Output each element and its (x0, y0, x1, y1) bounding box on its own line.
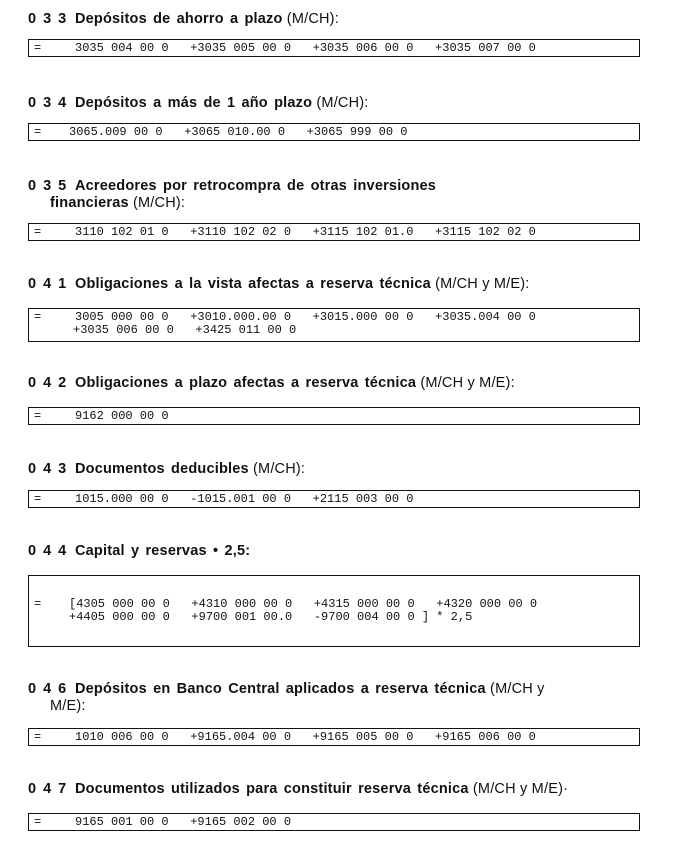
section-044-heading (28, 543, 250, 560)
section-043-formula-box (28, 490, 640, 508)
section-033-heading (28, 11, 339, 28)
section-suffix: (M/CH): (282, 11, 339, 27)
section-suffix: (M/CH): (312, 95, 369, 111)
section-code: 0 3 5 (28, 178, 68, 194)
section-suffix: (M/CH): (248, 461, 306, 477)
section-047-heading (28, 781, 568, 798)
equals-sign: = (34, 492, 42, 506)
section-042-formula-box (28, 407, 640, 425)
section-code: 0 4 2 (28, 375, 68, 391)
section-code: 0 4 6 (28, 681, 68, 697)
equals-sign: = (34, 597, 42, 611)
formula-line-1: [4305 000 00 0 +4310 000 00 0 +4315 000 00 0 +4320 000 00 0 (69, 597, 538, 611)
section-suffix: (M/CH y M/E): (416, 375, 515, 391)
section-suffix: (M/CH y M/E): (430, 276, 530, 292)
equals-sign: = (34, 815, 42, 829)
equals-sign: = (34, 41, 42, 55)
section-title: Capital y reservas • 2,5: (74, 543, 251, 559)
section-033-formula-box (28, 39, 640, 57)
section-suffix-continued: M/E): (50, 698, 86, 714)
formula-line-1: 3110 102 01 0 +3110 102 02 0 +3115 102 01.0 +3115 102 02 0 (75, 225, 536, 239)
section-title: Obligaciones a plazo afectas a reserva técnica (74, 375, 417, 391)
section-035-heading (28, 178, 437, 211)
section-046-formula-box (28, 728, 640, 746)
equals-sign: = (34, 409, 42, 423)
equals-sign: = (34, 225, 42, 239)
formula-line-1: 1010 006 00 0 +9165.004 00 0 +9165 005 00 0 +9165 006 00 0 (75, 730, 536, 744)
section-code: 0 3 3 (28, 11, 68, 27)
section-034-heading (28, 95, 369, 112)
formula-line-1: 1015.000 00 0 -1015.001 00 0 +2115 003 00 0 (75, 492, 414, 506)
section-code: 0 4 3 (28, 461, 68, 477)
equals-sign: = (34, 310, 42, 324)
formula-line-1: 9165 001 00 0 +9165 002 00 0 (75, 815, 292, 829)
section-title: Acreedores por retrocompra de otras inversiones (74, 178, 437, 194)
formula-line-1: 3065.009 00 0 +3065 010.00 0 +3065 999 00 0 (69, 125, 408, 139)
section-suffix: (M/CH y (485, 681, 545, 697)
section-suffix: (M/CH y M/E)· (468, 781, 569, 797)
section-title: Obligaciones a la vista afectas a reserva técnica (74, 276, 431, 292)
section-041-formula-box (28, 308, 640, 342)
formula-line-2: +3035 006 00 0 +3425 011 00 0 (73, 323, 297, 337)
section-title: Depósitos en Banco Central aplicados a reserva técnica (74, 681, 486, 697)
formula-line-1: 9162 000 00 0 (75, 409, 169, 423)
section-title: Depósitos de ahorro a plazo (74, 11, 283, 27)
equals-sign: = (34, 730, 42, 744)
section-title: Documentos utilizados para constituir reserva técnica (74, 781, 469, 797)
section-047-formula-box (28, 813, 640, 831)
formula-line-1: 3005 000 00 0 +3010.000.00 0 +3015.000 00 0 +3035.004 00 0 (75, 310, 536, 324)
section-034-formula-box (28, 123, 640, 141)
section-code: 0 3 4 (28, 95, 68, 111)
section-035-formula-box (28, 223, 640, 241)
section-title: Depósitos a más de 1 año plazo (74, 95, 313, 111)
section-043-heading (28, 461, 305, 478)
section-code: 0 4 4 (28, 543, 68, 559)
formula-line-1: 3035 004 00 0 +3035 005 00 0 +3035 006 00 0 +3035 007 00 0 (75, 41, 536, 55)
section-042-heading (28, 375, 515, 392)
section-code: 0 4 7 (28, 781, 68, 797)
section-code: 0 4 1 (28, 276, 68, 292)
formula-line-2: +4405 000 00 0 +9700 001 00.0 -9700 004 00 0 ] * 2,5 (69, 610, 473, 624)
section-041-heading (28, 276, 530, 293)
section-046-heading (28, 681, 545, 714)
section-suffix: (M/CH): (128, 195, 186, 211)
section-title: Documentos deducibles (74, 461, 249, 477)
section-044-formula-box (28, 575, 640, 647)
equals-sign: = (34, 125, 42, 139)
section-title-continued: financieras (50, 195, 129, 211)
